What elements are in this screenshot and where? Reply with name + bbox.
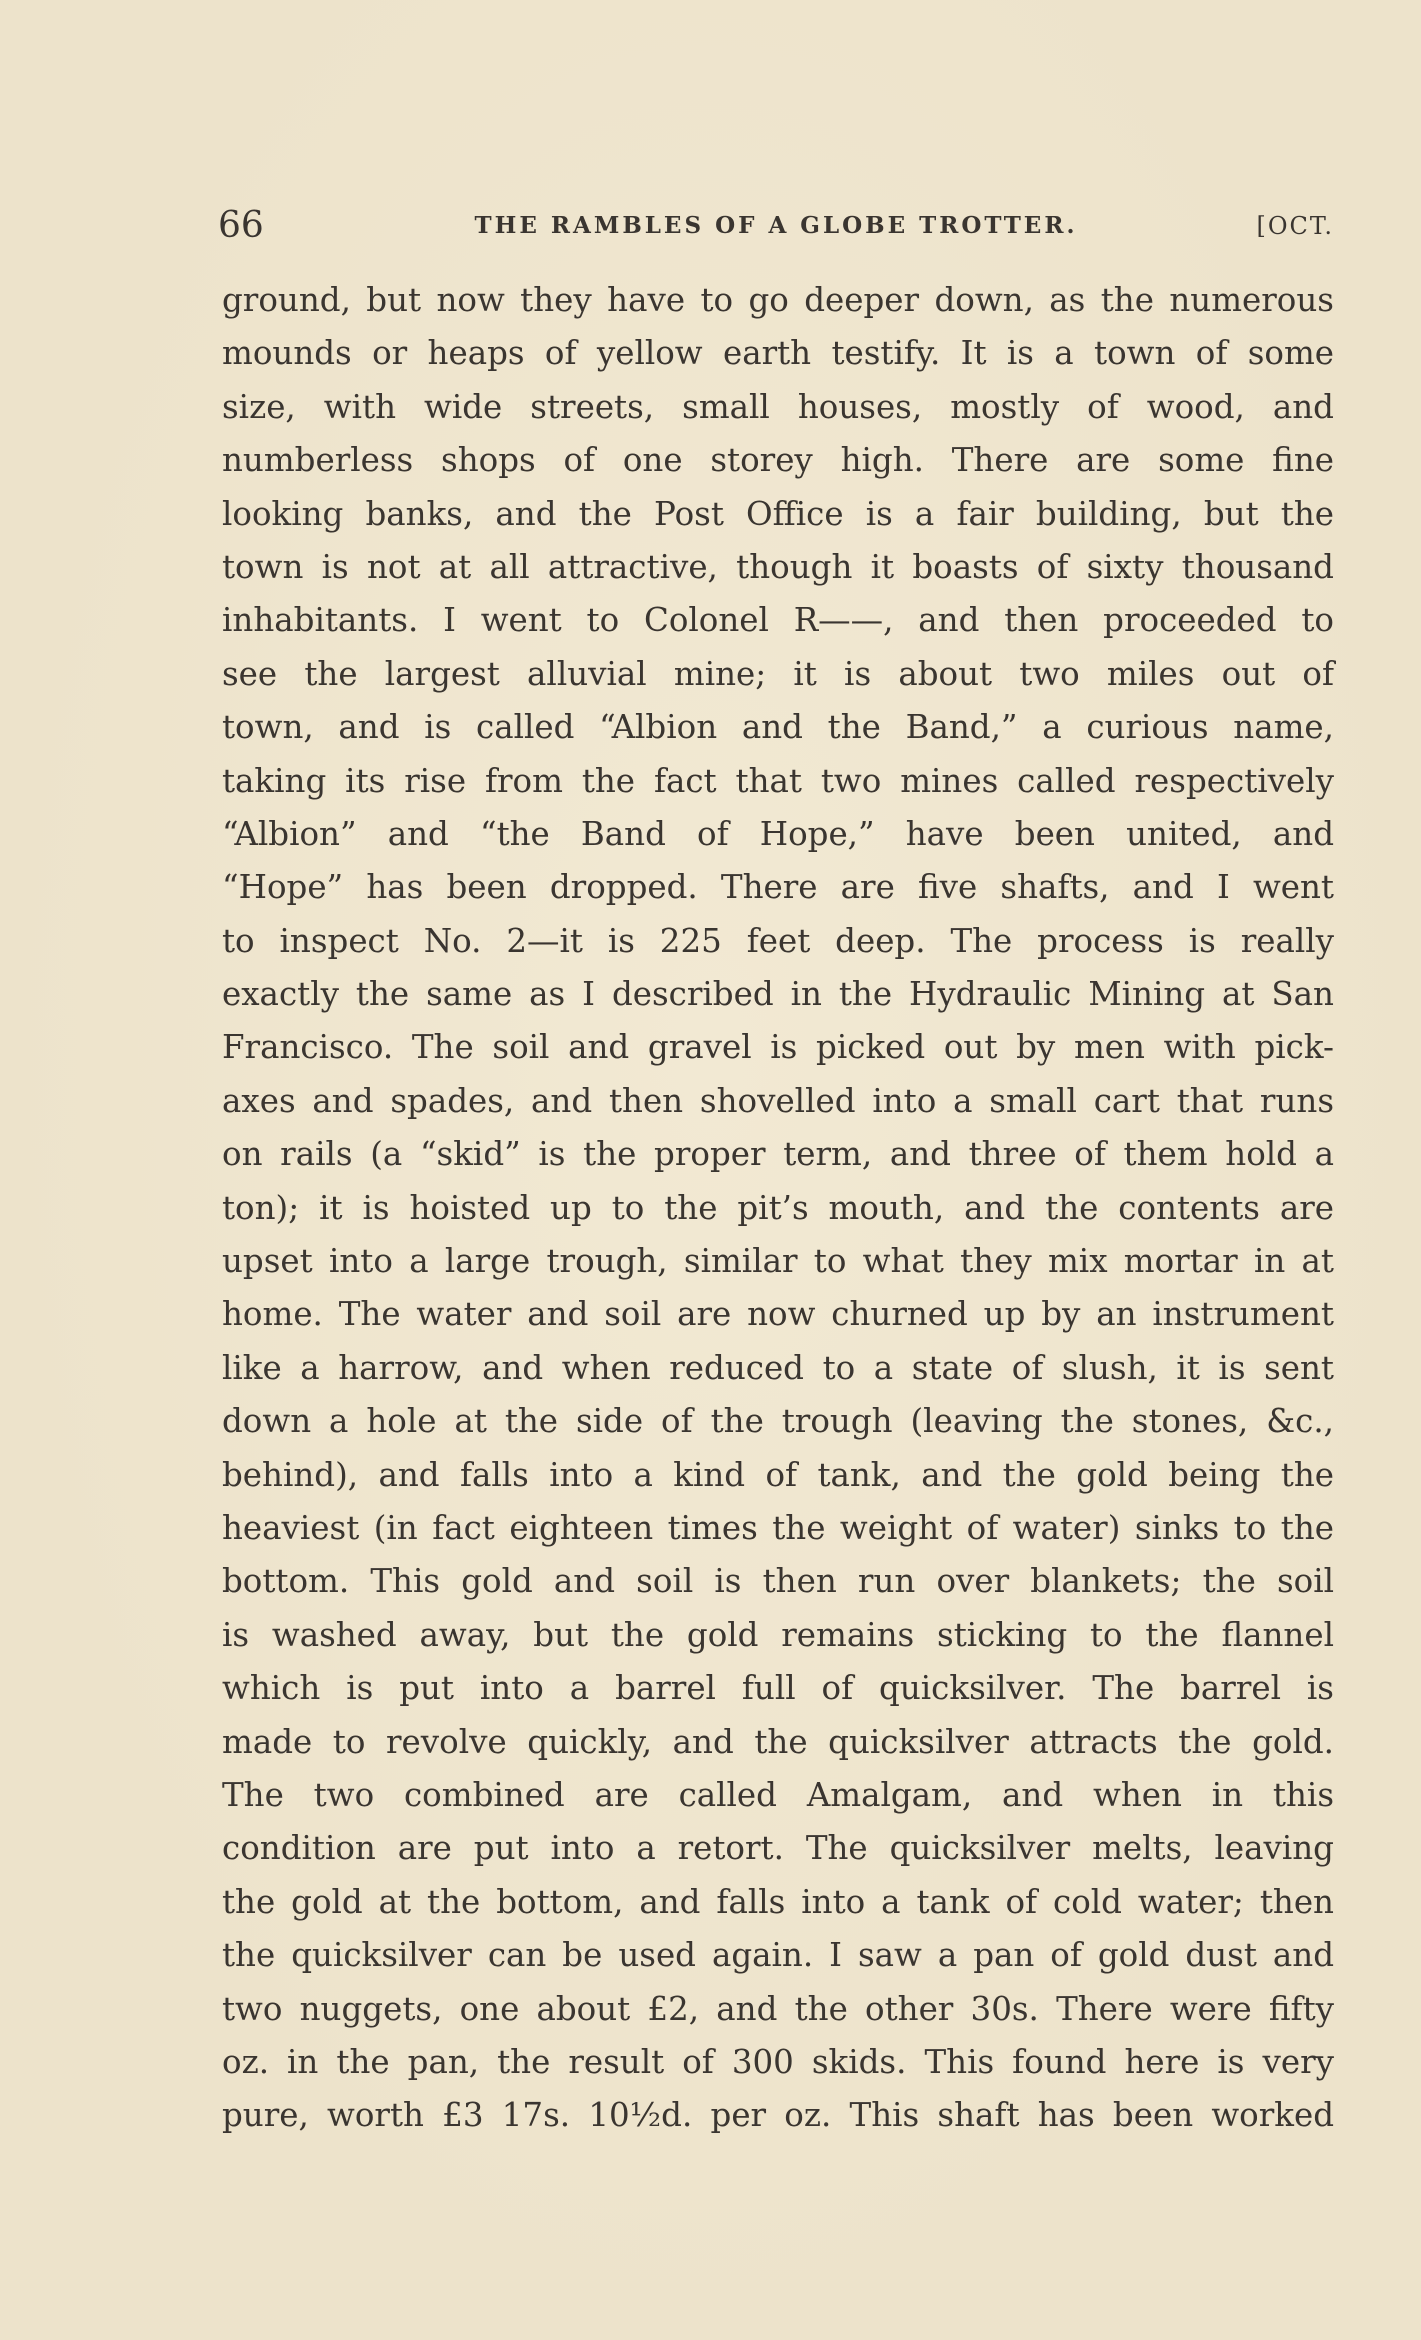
text-line: mounds or heaps of yellow earth testify. It is a town of some xyxy=(222,334,1334,373)
text-line: looking banks, and the Post Office is a fair building, but the xyxy=(222,494,1334,533)
text-line: inhabitants. I went to Colonel R——, and then proceeded to xyxy=(222,601,1334,640)
text-line: upset into a large trough, similar to what they mix mortar in at xyxy=(222,1242,1334,1281)
text-line: is washed away, but the gold remains sticking to the flannel xyxy=(222,1615,1334,1654)
text-line: town, and is called “Albion and the Band,” a curious name, xyxy=(222,708,1334,747)
text-line: “Hope” has been dropped. There are five shafts, and I went xyxy=(222,868,1334,907)
running-title: THE RAMBLES OF A GLOBE TROTTER. xyxy=(474,212,1078,239)
text-line: ton); it is hoisted up to the pit’s mouth, and the contents are xyxy=(222,1188,1334,1227)
text-line: to inspect No. 2—it is 225 feet deep. The process is really xyxy=(222,921,1334,960)
running-month: [OCT. xyxy=(1256,212,1334,240)
text-line: exactly the same as I described in the Hydraulic Mining at San xyxy=(222,975,1334,1014)
text-line: size, with wide streets, small houses, mostly of wood, and xyxy=(222,387,1334,426)
text-line: like a harrow, and when reduced to a state of slush, it is sent xyxy=(222,1348,1334,1387)
text-line: numberless shops of one storey high. There are some fine xyxy=(222,441,1334,480)
text-line: made to revolve quickly, and the quicksilver attracts the gold. xyxy=(222,1722,1334,1761)
text-line: the quicksilver can be used again. I saw a pan of gold dust and xyxy=(222,1936,1334,1975)
text-line: on rails (a “skid” is the proper term, and three of them hold a xyxy=(222,1135,1334,1174)
text-line: axes and spades, and then shovelled into a small cart that runs xyxy=(222,1081,1334,1120)
text-line: which is put into a barrel full of quicksilver. The barrel is xyxy=(222,1669,1334,1708)
text-line: bottom. This gold and soil is then run over blankets; the soil xyxy=(222,1562,1334,1601)
text-line: behind), and falls into a kind of tank, and the gold being the xyxy=(222,1455,1334,1494)
text-line: pure, worth £3 17s. 10½d. per oz. This shaft has been worked xyxy=(222,2096,1334,2135)
text-line: two nuggets, one about £2, and the other 30s. There were fifty xyxy=(222,1989,1334,2028)
text-line: town is not at all attractive, though it boasts of sixty thousand xyxy=(222,547,1334,586)
text-line: taking its rise from the fact that two mines called respectively xyxy=(222,761,1334,800)
text-line: the gold at the bottom, and falls into a tank of cold water; then xyxy=(222,1882,1334,1921)
text-line: oz. in the pan, the result of 300 skids. This found here is very xyxy=(222,2042,1334,2081)
body-text xyxy=(222,274,1334,2143)
text-line: down a hole at the side of the trough (leaving the stones, &c., xyxy=(222,1402,1334,1441)
running-head xyxy=(218,200,1334,252)
text-line: The two combined are called Amalgam, and when in this xyxy=(222,1775,1334,1814)
text-line: Francisco. The soil and gravel is picked out by men with pick- xyxy=(222,1028,1334,1067)
text-line: “Albion” and “the Band of Hope,” have been united, and xyxy=(222,814,1334,853)
text-line: see the largest alluvial mine; it is about two miles out of xyxy=(222,654,1334,693)
text-line: home. The water and soil are now churned up by an instrument xyxy=(222,1295,1334,1334)
text-line: condition are put into a retort. The quicksilver melts, leaving xyxy=(222,1829,1334,1868)
text-line: ground, but now they have to go deeper down, as the numerous xyxy=(222,281,1334,319)
text-line: heaviest (in fact eighteen times the weight of water) sinks to the xyxy=(222,1508,1334,1547)
page-number: 66 xyxy=(218,205,264,246)
